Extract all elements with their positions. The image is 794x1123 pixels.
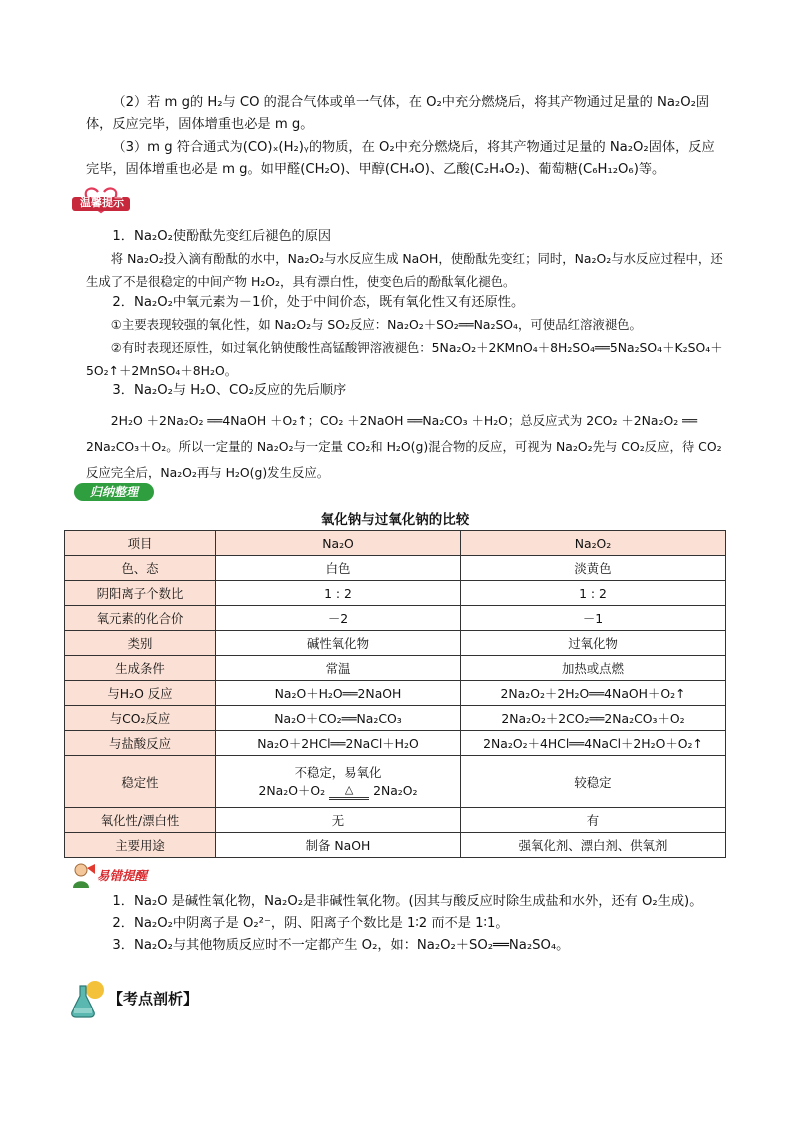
cell-na2o: Na₂O＋2HCl══2NaCl＋H₂O [216,731,461,756]
cell-na2o: 无 [216,808,461,833]
cell-na2o2: 2Na₂O₂＋4HCl══4NaCl＋2H₂O＋O₂↑ [461,731,726,756]
stability-text: 不稳定，易氧化 [294,764,382,780]
cell-na2o2: 淡黄色 [461,556,726,581]
row-label: 稳定性 [65,756,216,808]
tips-badge-label: 温馨提示 [80,196,124,209]
equation-arrow [329,783,369,800]
paragraph-2: （2）若 m g的 H₂与 CO 的混合气体或单一气体，在 O₂中充分燃烧后，将其产物通过足量的 Na₂O₂固体，反应完毕，固体增重也必是 m g。 [86,95,710,132]
equation-right: 2Na₂O₂ [373,782,418,798]
cell-na2o: 常温 [216,656,461,681]
cell-na2o: 白色 [216,556,461,581]
comparison-table [64,530,726,858]
equation-left: 2Na₂O＋O₂ [258,782,326,798]
person-warning-icon [70,862,96,888]
row-label: 主要用途 [65,833,216,858]
row-label: 阴阳离子个数比 [65,581,216,606]
cell-na2o2: 1 : 2 [461,581,726,606]
error-1: 1．Na₂O 是碱性氧化物，Na₂O₂是非碱性氧化物。(因其与酸反应时除生成盐和水外，还有 O₂生成)。 [112,894,703,909]
tip-2-title: 2．Na₂O₂中氧元素为－1价，处于中间价态，既有氧化性又有还原性。 [112,295,525,310]
cell-na2o: Na₂O＋CO₂══Na₂CO₃ [216,706,461,731]
flask-icon [70,978,108,1018]
cell-na2o2: 加热或点燃 [461,656,726,681]
table-row [65,631,726,656]
tip-3-body: 2H₂O ＋2Na₂O₂ ══4NaOH ＋O₂↑；CO₂ ＋2NaOH ══Na₂CO₃ ＋H₂O；总反应式为 2CO₂ ＋2Na₂O₂ ══ 2Na₂CO₃＋O₂。所以一定量的 Na₂O₂与一定量 CO₂和 H₂O(g)混合物的反应，可视为 Na₂O₂先与 CO₂反应，待 CO₂反应完全后，Na₂O₂再与 H₂O(g)发生反应。 [86,413,722,480]
cell-na2o2: 2Na₂O₂＋2H₂O══4NaOH＋O₂↑ [461,681,726,706]
tip-3-title: 3．Na₂O₂与 H₂O、CO₂反应的先后顺序 [112,383,347,398]
table-row [65,731,726,756]
row-label: 氧元素的化合价 [65,606,216,631]
header-item: 项目 [65,531,216,556]
row-label: 与H₂O 反应 [65,681,216,706]
tip-2-a: ①主要表现较强的氧化性，如 Na₂O₂与 SO₂反应：Na₂O₂＋SO₂══Na₂SO₄，可使品红溶液褪色。 [110,317,642,332]
cell-na2o2: －1 [461,606,726,631]
cell-na2o-stability [216,756,461,808]
cell-na2o: 碱性氧化物 [216,631,461,656]
row-label: 类别 [65,631,216,656]
row-label: 氧化性/漂白性 [65,808,216,833]
cell-na2o: Na₂O＋H₂O══2NaOH [216,681,461,706]
row-label: 与CO₂反应 [65,706,216,731]
cell-na2o2: 强氧化剂、漂白剂、供氧剂 [461,833,726,858]
table-row [65,556,726,581]
cell-na2o: －2 [216,606,461,631]
tip-1-body: 将 Na₂O₂投入滴有酚酞的水中，Na₂O₂与水反应生成 NaOH，使酚酞先变红；同时，Na₂O₂与水反应过程中，还生成了不是很稳定的中间产物 H₂O₂，具有漂白性，使变色后的酚酞氧化褪色。 [86,251,723,289]
table-row-stability [65,756,726,808]
table-header-row [65,531,726,556]
table-title: 氧化钠与过氧化钠的比较 [320,512,470,528]
tip-2-b: ②有时表现还原性，如过氧化钠使酸性高锰酸钾溶液褪色：5Na₂O₂＋2KMnO₄＋8H₂SO₄══5Na₂SO₄＋K₂SO₄＋5O₂↑＋2MnSO₄＋8H₂O。 [86,340,723,378]
row-label: 与盐酸反应 [65,731,216,756]
table-row [65,581,726,606]
tip-1-title: 1．Na₂O₂使酚酞先变红后褪色的原因 [112,229,332,244]
cell-na2o2: 过氧化物 [461,631,726,656]
error-2: 2．Na₂O₂中阴离子是 O₂²⁻，阴、阳离子个数比是 1∶2 而不是 1∶1。 [112,916,509,931]
row-label: 色、态 [65,556,216,581]
table-row [65,706,726,731]
cell-na2o2: 较稳定 [461,756,726,808]
table-row [65,808,726,833]
summary-badge: 归纳整理 [74,483,154,501]
table-row [65,681,726,706]
cell-na2o2: 有 [461,808,726,833]
error-3: 3．Na₂O₂与其他物质反应时不一定都产生 O₂，如：Na₂O₂＋SO₂══Na₂SO₄。 [112,938,570,953]
cell-na2o: 制备 NaOH [216,833,461,858]
stability-equation [258,782,417,800]
paragraph-3: （3）m g 符合通式为(CO)ₓ(H₂)ᵧ的物质，在 O₂中充分燃烧后，将其产物通过足量的 Na₂O₂固体，反应完毕，固体增重也必是 m g。如甲醛(CH₂O)、甲醇(CH₄O)、乙酸(C₂H₄O₂)、葡萄糖(C₆H₁₂O₆)等。 [86,140,715,177]
section-heading: 【考点剖析】 [108,990,199,1008]
header-na2o2: Na₂O₂ [461,531,726,556]
table-row [65,606,726,631]
table-row [65,656,726,681]
cell-na2o: 1 : 2 [216,581,461,606]
table-row [65,833,726,858]
row-label: 生成条件 [65,656,216,681]
header-na2o: Na₂O [216,531,461,556]
cell-na2o2: 2Na₂O₂＋2CO₂══2Na₂CO₃＋O₂ [461,706,726,731]
heat-condition: △ [344,782,354,796]
error-badge-label: 易错提醒 [97,868,148,883]
